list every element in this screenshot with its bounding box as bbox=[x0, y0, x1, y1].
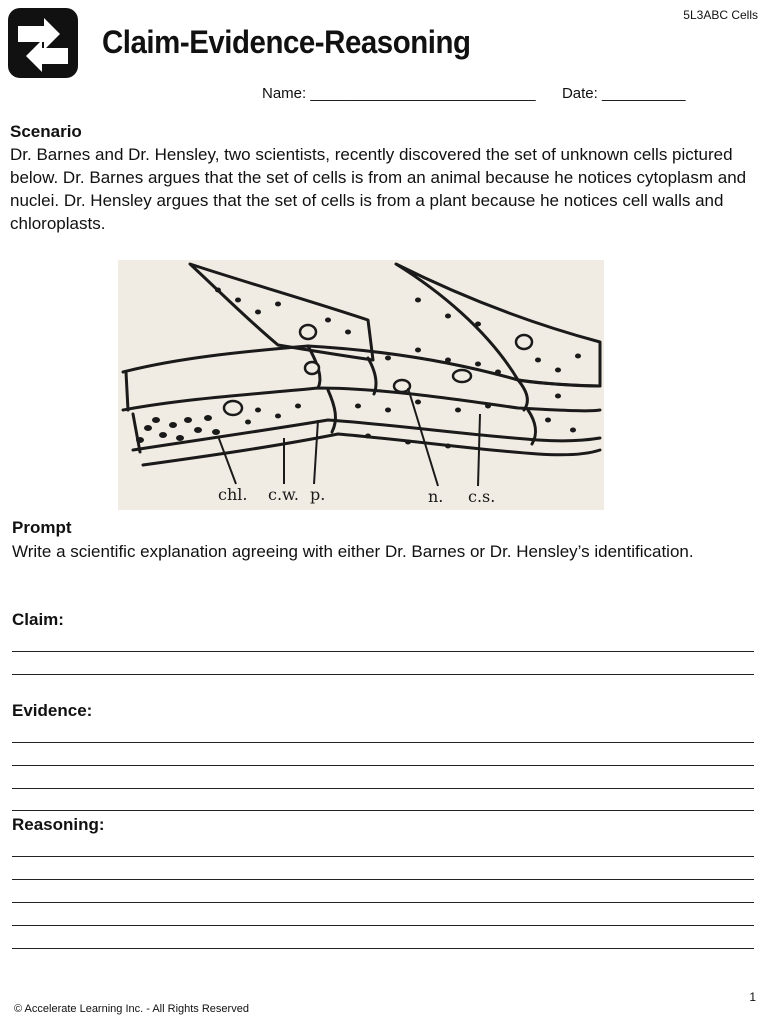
label-cw: c.w. bbox=[268, 485, 299, 504]
date-field[interactable]: __________ bbox=[601, 85, 686, 102]
evidence-answer-line[interactable] bbox=[12, 788, 754, 789]
logo-arrows-icon bbox=[8, 8, 78, 78]
evidence-answer-line[interactable] bbox=[12, 810, 754, 811]
reasoning-answer-line[interactable] bbox=[12, 902, 754, 903]
scenario-text: Dr. Barnes and Dr. Hensley, two scientists, recently discovered the set of unknown cells pictured below. Dr. Barnes argues that the set of cells is from an animal because he notices cytoplasm and nuclei. Dr. Hensley argues that the set of cells is from a plant because he notices cell walls and chloroplasts. bbox=[10, 145, 747, 233]
page-title: Claim-Evidence-Reasoning bbox=[102, 24, 471, 60]
reasoning-answer-line[interactable] bbox=[12, 925, 754, 926]
label-chl: chl. bbox=[218, 485, 248, 504]
reasoning-answer-line[interactable] bbox=[12, 879, 754, 880]
copyright-text: © Accelerate Learning Inc. - All Rights Reserved bbox=[14, 1003, 249, 1015]
name-date-row bbox=[262, 85, 685, 102]
label-p: p. bbox=[310, 485, 326, 504]
document-code: 5L3ABC Cells bbox=[683, 8, 758, 22]
scenario-heading: Scenario bbox=[10, 122, 82, 141]
prompt-heading: Prompt bbox=[12, 518, 72, 537]
label-n: n. bbox=[428, 487, 444, 506]
claim-label: Claim: bbox=[12, 610, 64, 629]
page-number: 1 bbox=[749, 990, 756, 1004]
label-cs: c.s. bbox=[468, 487, 496, 506]
evidence-answer-line[interactable] bbox=[12, 765, 754, 766]
reasoning-answer-line[interactable] bbox=[12, 948, 754, 949]
evidence-answer-line[interactable] bbox=[12, 742, 754, 743]
reasoning-answer-line[interactable] bbox=[12, 856, 754, 857]
name-label: Name: bbox=[262, 85, 307, 102]
claim-answer-line[interactable] bbox=[12, 651, 754, 652]
claim-answer-line[interactable] bbox=[12, 674, 754, 675]
name-field[interactable]: ___________________________ bbox=[310, 85, 536, 102]
date-label: Date: bbox=[561, 85, 598, 102]
prompt-text: Write a scientific explanation agreeing with either Dr. Barnes or Dr. Hensley’s identification. bbox=[12, 542, 694, 561]
evidence-label: Evidence: bbox=[12, 701, 93, 720]
plant-cell-illustration bbox=[118, 260, 604, 510]
reasoning-label: Reasoning: bbox=[12, 815, 105, 834]
